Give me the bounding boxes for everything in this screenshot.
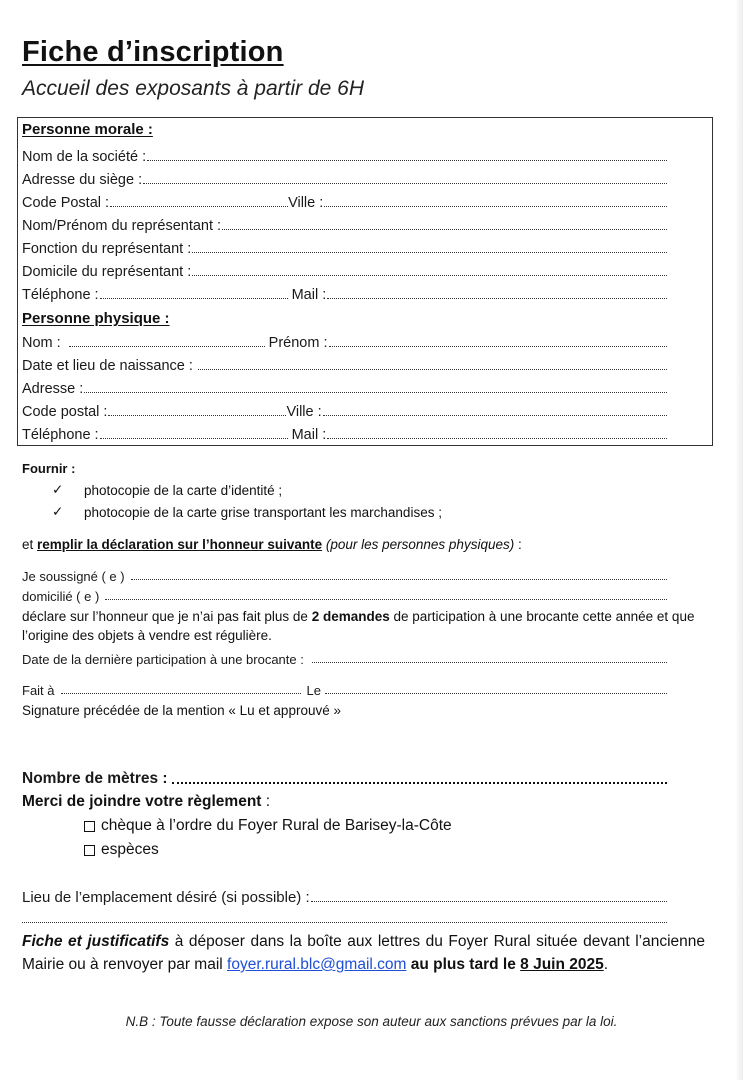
fournir-heading: Fournir : — [22, 461, 76, 476]
label-code-postal: Code Postal : — [22, 195, 110, 211]
label-adresse: Adresse : — [22, 381, 84, 397]
field-domicilie[interactable] — [22, 584, 667, 604]
email-link[interactable]: foyer.rural.blc@gmail.com — [227, 956, 407, 973]
section-personne-morale: Personne morale : — [22, 121, 153, 138]
signature-label: Signature précédée de la mention « Lu et approuvé » — [22, 703, 341, 718]
label-prenom: Prénom : — [268, 335, 328, 351]
fournir-item-2: ✓ photocopie de la carte grise transportant les marchandises ; — [52, 504, 442, 520]
checkmark-icon: ✓ — [52, 504, 64, 519]
label-domicilie: domicilié ( e ) — [22, 589, 100, 604]
label-fait-a: Fait à — [22, 683, 55, 698]
label-mail-physique: Mail : — [291, 427, 327, 443]
page-title: Fiche d’inscription — [22, 36, 284, 68]
checkbox-cheque[interactable] — [84, 821, 95, 832]
reglement-label: Merci de joindre votre règlement : — [22, 793, 271, 810]
submission-instructions: Fiche et justificatifs à déposer dans la boîte aux lettres du Foyer Rural située devant l’ancienne Mairie ou à renvoyer par mail foyer.rural.blc@gmail.com au plus tard le 8 Juin 2025. — [22, 933, 705, 973]
label-ville-physique: Ville : — [286, 404, 322, 420]
field-adresse-siege[interactable] — [22, 166, 667, 188]
label-ville: Ville : — [288, 195, 324, 211]
label-telephone: Téléphone : — [22, 287, 99, 303]
option-cheque[interactable]: chèque à l’ordre du Foyer Rural de Barisey-la-Côte — [84, 817, 452, 835]
field-fait-le[interactable] — [22, 678, 667, 698]
label-telephone-physique: Téléphone : — [22, 427, 99, 443]
field-emplacement[interactable] — [22, 884, 667, 906]
field-domicile-representant[interactable] — [22, 258, 667, 280]
field-code-postal-ville-physique[interactable] — [22, 398, 667, 420]
nb-note: N.B : Toute fausse déclaration expose son auteur aux sanctions prévues par la loi. — [125, 1014, 618, 1029]
field-nom-prenom[interactable] — [22, 329, 667, 351]
label-le: Le — [306, 683, 321, 698]
declaration-text: déclare sur l’honneur que je n’ai pas fait plus de 2 demandes de participation à une brocante cette année et que l’origine des objets à vendre est régulière. — [22, 609, 695, 643]
fournir-item-1: ✓ photocopie de la carte d’identité ; — [52, 482, 283, 498]
label-emplacement: Lieu de l’emplacement désiré (si possible) : — [22, 889, 310, 906]
section-personne-physique: Personne physique : — [22, 310, 170, 327]
field-representant[interactable] — [22, 212, 667, 234]
field-adresse[interactable] — [22, 375, 667, 397]
label-mail: Mail : — [291, 287, 327, 303]
page-subtitle: Accueil des exposants à partir de 6H — [22, 77, 365, 100]
label-fonction: Fonction du représentant : — [22, 241, 192, 257]
deadline-date: 8 Juin 2025 — [520, 956, 604, 973]
field-soussigne[interactable] — [22, 564, 667, 584]
label-naissance: Date et lieu de naissance : — [22, 358, 193, 374]
label-domicile-representant: Domicile du représentant : — [22, 264, 192, 280]
label-soussigne: Je soussigné ( e ) — [22, 569, 125, 584]
declaration-intro-bold: remplir la déclaration sur l’honneur suivante — [37, 537, 323, 552]
field-nombre-metres[interactable] — [22, 766, 667, 788]
field-telephone-mail-morale[interactable] — [22, 281, 667, 303]
label-adresse-siege: Adresse du siège : — [22, 172, 143, 188]
declaration-intro: et remplir la déclaration sur l’honneur suivante (pour les personnes physiques) : — [22, 537, 522, 552]
checkmark-icon: ✓ — [52, 482, 64, 497]
emplacement-extra-line[interactable] — [22, 922, 667, 923]
field-telephone-mail-physique[interactable] — [22, 421, 667, 443]
page-edge-shadow — [735, 0, 743, 1080]
field-fonction[interactable] — [22, 235, 667, 257]
field-naissance[interactable] — [22, 352, 667, 374]
label-nom-societe: Nom de la société : — [22, 149, 147, 165]
label-code-postal-physique: Code postal : — [22, 404, 108, 420]
label-representant: Nom/Prénom du représentant : — [22, 218, 222, 234]
checkbox-especes[interactable] — [84, 845, 95, 856]
option-especes[interactable]: espèces — [84, 841, 159, 859]
field-code-postal-ville-morale[interactable] — [22, 189, 667, 211]
label-nom: Nom : — [22, 335, 61, 351]
field-nom-societe[interactable] — [22, 143, 667, 165]
label-derniere-participation: Date de la dernière participation à une brocante : — [22, 652, 304, 667]
label-nombre-metres: Nombre de mètres : — [22, 770, 168, 787]
field-derniere-participation[interactable] — [22, 647, 667, 667]
